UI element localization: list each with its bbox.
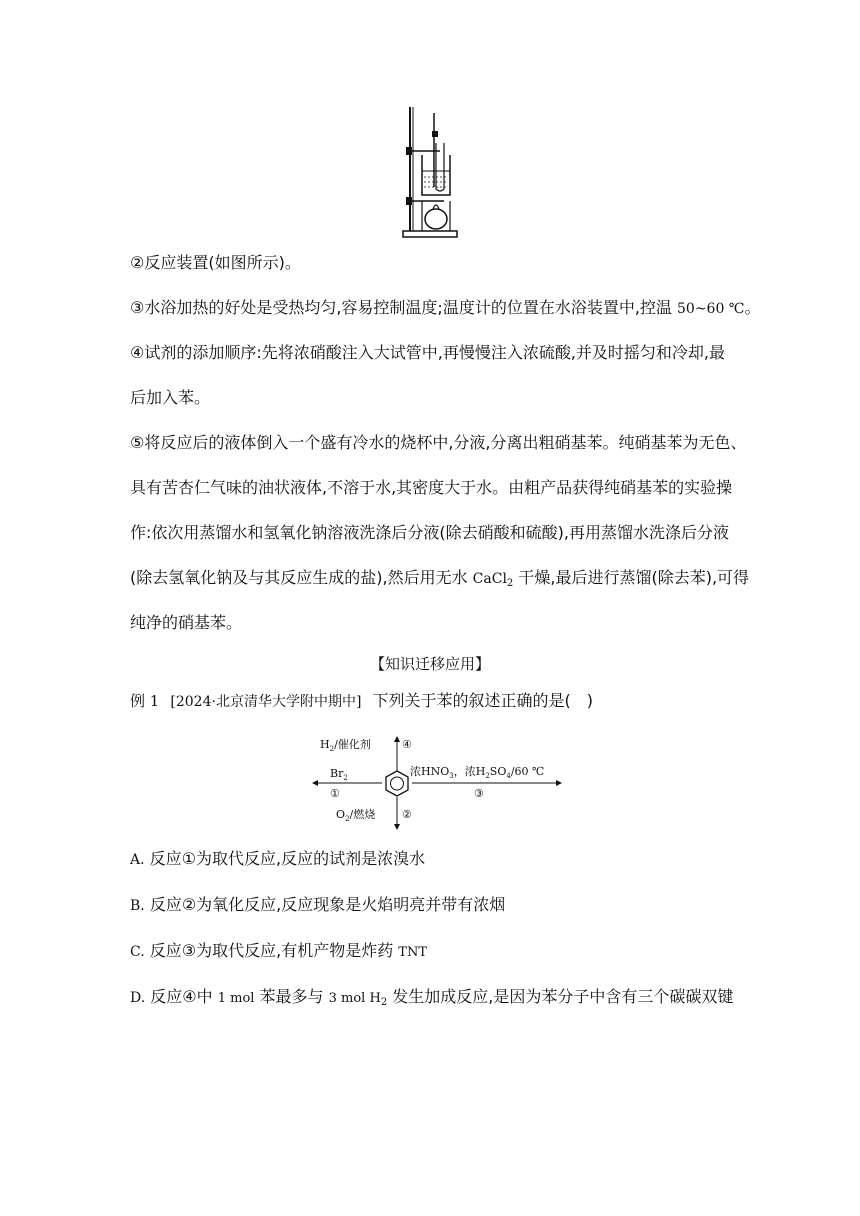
option-d-subscript: 2	[380, 997, 388, 1008]
step-2-text: ②反应装置(如图所示)。	[130, 253, 301, 272]
step-5-line-5: 纯净的硝基苯。	[130, 613, 243, 632]
option-b	[130, 894, 505, 917]
benzene-aromatic-circle	[391, 777, 404, 790]
arrow-left-head	[312, 780, 318, 786]
option-d-text-c: 发生加成反应,是因为苯分子中含有三个碳碳双键	[387, 987, 734, 1006]
option-d-text-a: 反应④中	[145, 987, 218, 1006]
benzene-reaction-scheme	[312, 735, 562, 830]
option-d	[130, 986, 733, 1014]
option-a	[130, 848, 425, 871]
step-5-line-3: 作:依次用蒸馏水和氢氧化钠溶液洗涤后分液(除去硝酸和硫酸),再用蒸馏水洗涤后分液	[130, 523, 729, 542]
step-4-line-2: 后加入苯。	[130, 388, 211, 407]
example-question-text: 下列关于苯的叙述正确的是( )	[372, 691, 594, 710]
option-b-text: 反应②为氧化反应,反应现象是火焰明亮并带有浓烟	[144, 895, 506, 914]
option-c-text: 反应③为取代反应,有机产物是炸药	[144, 941, 399, 960]
left-number: ①	[330, 787, 340, 800]
option-b-letter: B.	[130, 898, 145, 914]
arrow-down-head	[394, 824, 400, 830]
cacl2-subscript: 2	[506, 578, 514, 589]
option-d-mol-1: 1 mol	[217, 991, 255, 1006]
option-c-tnt: TNT	[398, 945, 427, 960]
option-d-letter: D.	[130, 990, 146, 1006]
step-3-temperature: 50~60 ℃	[677, 301, 745, 317]
step-5-line-4	[130, 567, 749, 595]
water-bath-apparatus-figure	[400, 103, 460, 241]
step-3-part-c: 。	[744, 298, 761, 317]
arrow-right-head	[556, 780, 562, 786]
step-4-line-1: ④试剂的添加顺序:先将浓硝酸注入大试管中,再慢慢注入浓硫酸,并及时摇匀和冷却,最	[130, 343, 725, 362]
bottom-number: ②	[402, 808, 412, 821]
arrow-up-head	[394, 736, 400, 742]
cacl2-formula: CaCl	[472, 571, 507, 587]
step-3-text	[130, 297, 761, 320]
option-c	[130, 940, 427, 964]
example-label: 例 1	[130, 692, 160, 710]
step-3-part-a: ③水浴加热的好处是受热均匀,容易控制温度;温度计的位置在水浴装置中,控温	[130, 298, 677, 317]
option-d-mol-2: 3 mol H	[328, 991, 381, 1006]
right-reagent: 浓$HNO_3$，浓$H_2SO_4/60$ ℃	[410, 765, 545, 780]
step-5-line-2: 具有苦杏仁气味的油状液体,不溶于水,其密度大于水。由粗产品获得纯硝基苯的实验操	[130, 478, 733, 497]
option-a-letter: A.	[130, 852, 145, 868]
benzene-ring	[386, 771, 408, 796]
step-5-line-4-part-d: 干燥,最后进行蒸馏(除去苯),可得	[513, 568, 750, 587]
example-source: [2024·北京清华大学附中期中]	[170, 694, 362, 710]
top-reagent: $H_2/$催化剂	[320, 738, 371, 753]
option-d-text-b: 苯最多与	[254, 987, 329, 1006]
step-5-line-1: ⑤将反应后的液体倒入一个盛有冷水的烧杯中,分液,分离出粗硝基苯。纯硝基苯为无色、	[130, 433, 747, 452]
step-5-line-4-part-a: (除去氢氧化钠及与其反应生成的盐),然后用无水	[130, 568, 473, 587]
left-reagent: $Br_2$	[330, 767, 348, 782]
bottom-reagent: $O_2/$燃烧	[336, 808, 376, 823]
top-number: ④	[402, 738, 412, 751]
option-c-letter: C.	[130, 944, 145, 960]
option-a-text: 反应①为取代反应,反应的试剂是浓溴水	[144, 849, 426, 868]
section-title: 【知识迁移应用】	[369, 655, 490, 673]
right-number: ③	[474, 787, 484, 800]
example-1-question	[130, 690, 593, 713]
